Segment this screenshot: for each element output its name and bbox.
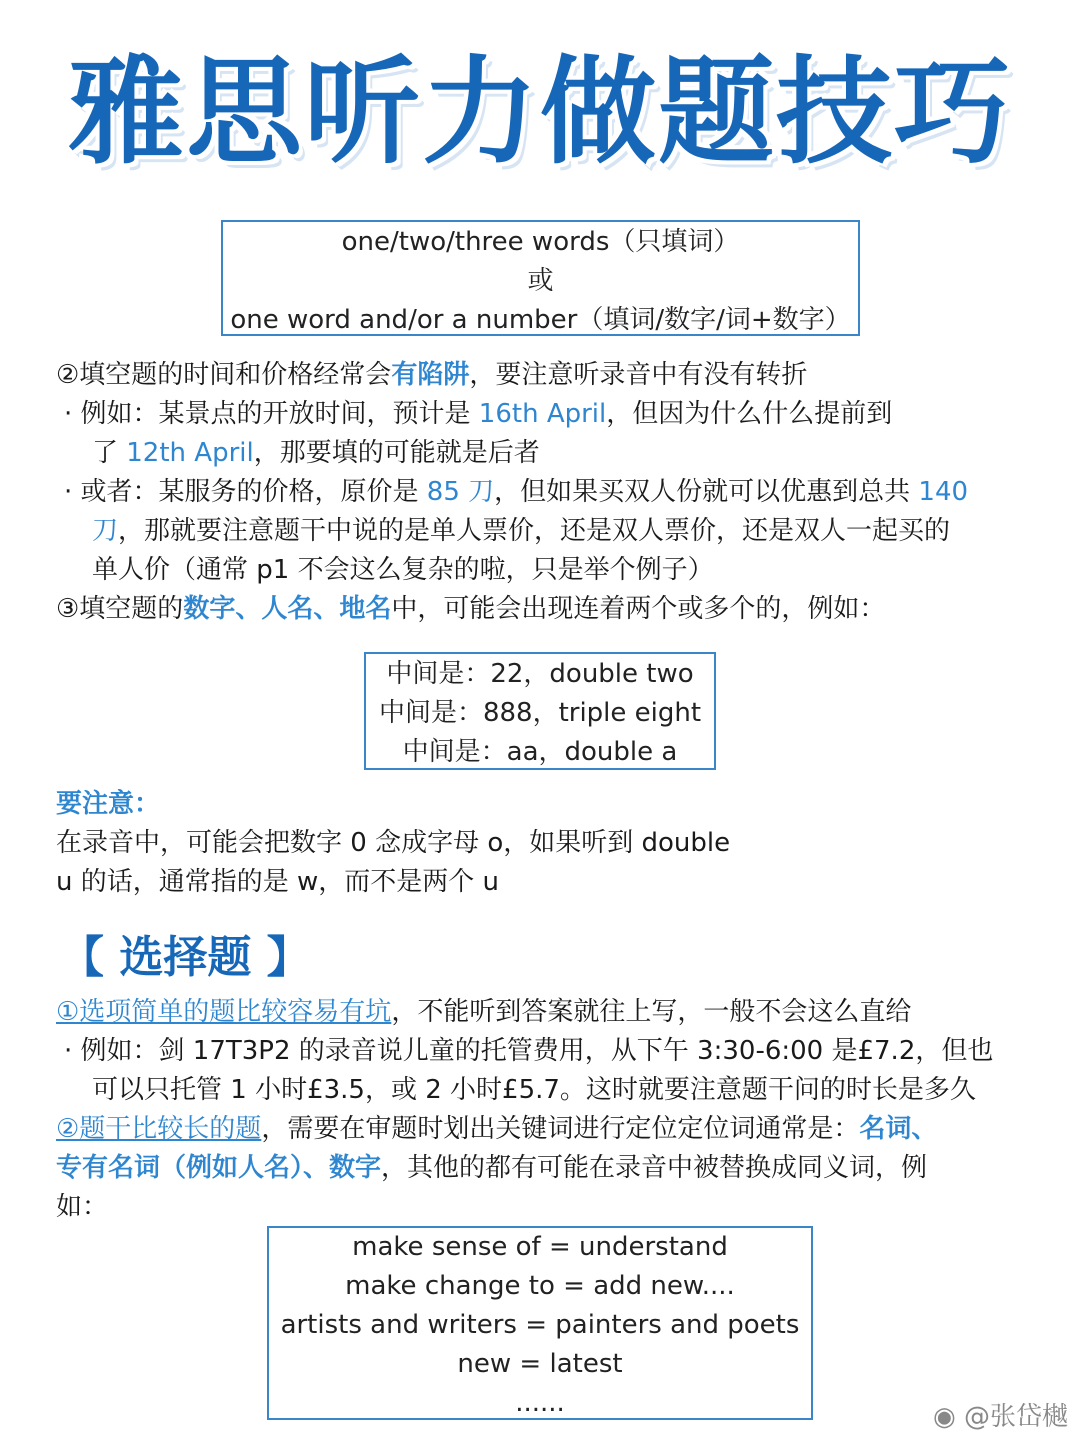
text: ，要注意听录音中有没有转折 bbox=[469, 360, 808, 390]
example-line bbox=[92, 434, 540, 473]
weibo-icon: ◉ bbox=[933, 1402, 956, 1432]
box-line: 中间是：aa，double a bbox=[402, 737, 678, 767]
tip-2 bbox=[56, 356, 807, 395]
text: ，不能听到答案就往上写，一般不会这么直给 bbox=[391, 997, 912, 1027]
watermark-text: @张岱樾 bbox=[963, 1402, 1068, 1432]
example-line: · 例如：剑 17T3P2 的录音说儿童的托管费用，从下午 3:30-6:00 是£7.2，但也 bbox=[64, 1036, 994, 1066]
note-line: u 的话，通常指的是 w，而不是两个 u bbox=[56, 867, 500, 897]
text: · 例如：某景点的开放时间，预计是 bbox=[64, 399, 479, 429]
text: 中，可能会出现连着两个或多个的，例如： bbox=[391, 594, 886, 624]
box-line: artists and writers = painters and poets bbox=[280, 1310, 800, 1340]
box-line: make change to = add new.... bbox=[345, 1271, 735, 1301]
highlight: 刀 bbox=[92, 516, 119, 546]
note-heading: 要注意： bbox=[56, 789, 161, 819]
example-line bbox=[92, 512, 950, 551]
highlight: 16th April bbox=[478, 399, 607, 429]
tip-3 bbox=[56, 590, 885, 629]
text: ②填空题的时间和价格经常会 bbox=[56, 360, 392, 390]
box-line: one/two/three words（只填词） bbox=[341, 227, 740, 257]
page-title: 雅思听力做题技巧 bbox=[68, 45, 1012, 180]
choice-tip-2-cont bbox=[56, 1149, 927, 1188]
choice-tip-2-cont: 如： bbox=[56, 1192, 109, 1222]
synonym-box bbox=[267, 1226, 813, 1420]
example-line bbox=[64, 473, 968, 512]
section-heading: 【 选择题 】 bbox=[60, 932, 311, 983]
box-line: one word and/or a number（填词/数字/词+数字） bbox=[230, 305, 851, 335]
note-line: 在录音中，可能会把数字 0 念成字母 o，如果听到 double bbox=[56, 828, 731, 858]
word-limit-box bbox=[221, 220, 860, 336]
example-line: 单人价（通常 p1 不会这么复杂的啦，只是举个例子） bbox=[92, 555, 714, 585]
text: ，其他的都有可能在录音中被替换成同义词，例 bbox=[381, 1153, 928, 1183]
number-reading-box bbox=[364, 652, 716, 770]
highlight: ②题干比较长的题 bbox=[56, 1114, 262, 1144]
highlight: 12th April bbox=[126, 438, 254, 468]
highlight: 85 刀 bbox=[426, 477, 495, 507]
box-line: ...... bbox=[515, 1388, 565, 1418]
choice-tip-2 bbox=[56, 1110, 937, 1149]
box-line: new = latest bbox=[457, 1349, 623, 1379]
choice-tip-1 bbox=[56, 993, 911, 1032]
highlight: 140 bbox=[918, 477, 969, 507]
example-line: 可以只托管 1 小时£3.5，或 2 小时£5.7。这时就要注意题干问的时长是多久 bbox=[92, 1075, 976, 1105]
highlight: 数字、人名、地名 bbox=[183, 594, 392, 624]
text: ，那要填的可能就是后者 bbox=[253, 438, 540, 468]
example-line bbox=[64, 395, 892, 434]
highlight: ①选项简单的题比较容易有坑 bbox=[56, 997, 392, 1027]
box-line: make sense of = understand bbox=[352, 1232, 728, 1262]
box-line: 中间是：22，double two bbox=[386, 659, 694, 689]
text: · 或者：某服务的价格，原价是 bbox=[64, 477, 427, 507]
text: ③填空题的 bbox=[56, 594, 184, 624]
highlight: 专有名词（例如人名）、数字 bbox=[56, 1153, 382, 1183]
text: ，那就要注意题干中说的是单人票价，还是双人票价，还是双人一起买的 bbox=[118, 516, 951, 546]
text: ，但因为什么什么提前到 bbox=[606, 399, 893, 429]
text: 了 bbox=[92, 438, 127, 468]
watermark bbox=[933, 1400, 1068, 1434]
highlight: 有陷阱 bbox=[391, 360, 470, 390]
box-line: 中间是：888，triple eight bbox=[378, 698, 702, 728]
box-line: 或 bbox=[527, 266, 554, 296]
text: ，但如果买双人份就可以优惠到总共 bbox=[494, 477, 919, 507]
highlight: 名词、 bbox=[859, 1114, 938, 1144]
text: ，需要在审题时划出关键词进行定位定位词通常是： bbox=[261, 1114, 860, 1144]
